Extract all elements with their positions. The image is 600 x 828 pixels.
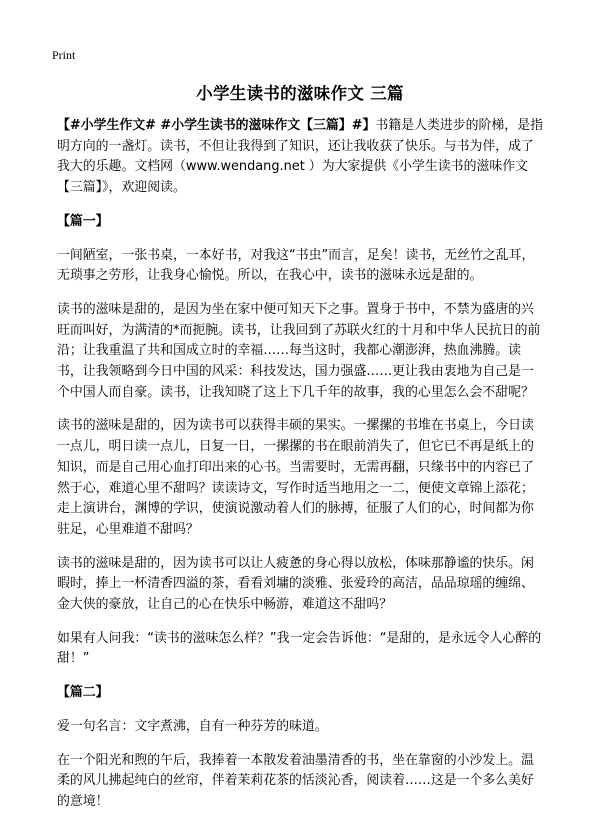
paragraph: 在一个阳光和煦的午后，我捧着一本散发着油墨清香的书，坐在靠窗的小沙发上。温柔的风儿拂起纯白的丝帘，伴着茉莉花茶的恬淡沁香，阅读着……这是一个多么美好的意境！ [57,752,534,809]
section-heading: 【篇一】 [57,213,109,229]
paragraph: 读书的滋味是甜的，因为读书可以获得丰硕的果实。一摞摞的书堆在书桌上，今日读一点儿，明日读一点儿，日复一日，一摞摞的书在眼前消失了，但它已不再是纸上的知识，而是自己用心血打印出来的心书。当需要时，无需再翻，只缘书中的内容已了然于心，难道心里不甜吗？读读诗文，写作时适当地用之一二，便使文章锦上添花；走上演讲台，渊博的学识，使演说激动着人们的脉搏，征服了人们的心，时间都为你驻足，心里难道不甜吗？ [57,418,534,537]
section-heading: 【篇二】 [57,685,109,701]
intro-paragraph [57,116,545,199]
paragraph: 如果有人问我：“读书的滋味怎么样？”我一定会告诉他：“是甜的，是永远令人心醉的甜！” [57,630,542,667]
page-title: 小学生读书的滋味作文 三篇 [196,84,404,103]
paragraph: 读书的滋味是甜的，是因为坐在家中便可知天下之事。置身于书中，不禁为盛唐的兴旺而叫好，为满清的*而扼腕。读书，让我回到了苏联火红的十月和中华人民抗日的前沿；让我重温了共和国成立时的幸福……每当这时，我都心潮澎湃，热血沸腾。读书，让我领略到今日中国的风采：科技发达，国力强盛……更让我由衷地为自己是一个中国人而自豪。读书，让我知晓了这上下几千年的故事，我的心里怎么会不甜呢？ [57,301,541,400]
intro-tags: 【#小学生作文# #小学生读书的滋味作文【三篇】#】 [57,118,376,133]
paragraph: 爱一句名言：文字煮沸，自有一种芬芳的味道。 [57,718,328,734]
intro-text: 书籍是人类进步的阶梯，是指明方向的一盏灯。读书，不但让我得到了知识，还让我收获了快乐。与书为伴，成了我大的乐趣。文档网（www.wendang.net ）为大家提供《小学生读书的滋味作文【三篇】》，欢迎阅读。 [57,118,543,196]
paragraph: 一间陋室，一张书桌，一本好书，对我这“书虫”而言，足矣！读书，无丝竹之乱耳，无琐事之劳形，让我身心愉悦。所以，在我心中，读书的滋味永远是甜的。 [57,247,535,284]
print-link[interactable]: Print [52,48,76,62]
article-body [57,116,545,826]
paragraph: 读书的滋味是甜的，因为读书可以让人疲惫的身心得以放松，体味那静谧的快乐。闲暇时，捧上一杯清香四溢的茶，看看刘墉的淡雅、张爱玲的高洁，品品琼瑶的缠绵、金大侠的豪放，让自己的心在快乐中畅游，难道这不甜吗？ [57,555,534,613]
